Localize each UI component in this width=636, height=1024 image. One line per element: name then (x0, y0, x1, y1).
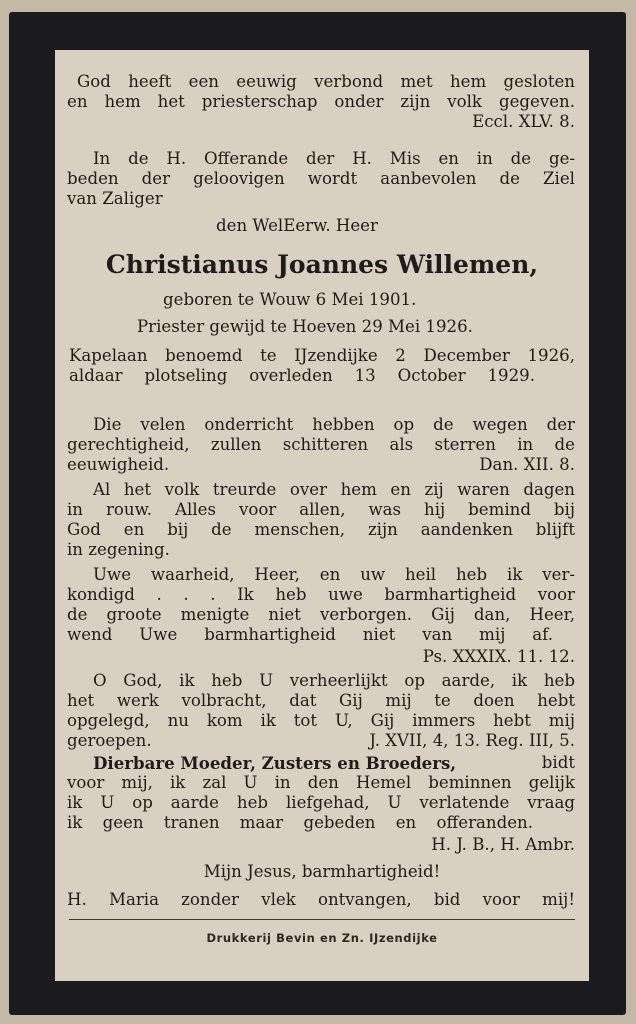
prayer-line: Mijn Jesus, barmhartigheid! (203, 862, 441, 881)
ordination-line: Priester gewijd te Hoeven 29 Mei 1926. (137, 317, 473, 336)
family-address: Dierbare Moeder, Zusters en Broeders, (93, 753, 457, 773)
text-line: O God, ik heb U verheerlijkt op aarde, ik heb (93, 671, 575, 690)
text-line: in zegening. (67, 540, 170, 559)
intro-line: In de H. Offerande der H. Mis en in de ge- (93, 149, 575, 168)
career-line: Kapelaan benoemd te IJzendijke 2 December 1926, (69, 346, 575, 365)
deceased-name: Christianus Joannes Willemen, (105, 250, 539, 279)
text-line: wend Uwe barmhartigheid niet van mij af. (67, 625, 553, 644)
scripture-reference: Dan. XII. 8. (479, 455, 575, 474)
verse1-reference: Eccl. XLV. 8. (472, 112, 575, 131)
text-fragment: eeuwigheid. (67, 455, 170, 474)
text-line: Al het volk treurde over hem en zij waren dagen (93, 480, 575, 499)
scripture-reference: J. XVII, 4, 13. Reg. III, 5. (369, 731, 575, 750)
scripture-reference: Ps. XXXIX. 11. 12. (422, 647, 575, 666)
text-line (67, 731, 575, 751)
text-line: kondigd . . . Ik heb uwe barmhartigheid voor (67, 585, 575, 604)
text-line: Die velen onderricht hebben op de wegen der (93, 415, 575, 434)
text-line (93, 753, 575, 773)
text-line (67, 455, 575, 475)
text-line: God en bij de menschen, zijn aandenken blijft (67, 520, 575, 539)
title-line: den WelEerw. Heer (216, 216, 378, 235)
verse1-line: en hem het priesterschap onder zijn volk gegeven. (67, 92, 575, 111)
birth-line: geboren te Wouw 6 Mei 1901. (163, 290, 417, 309)
text-line: opgelegd, nu kom ik tot U, Gij immers hebt mij (67, 711, 575, 730)
career-line: aldaar plotseling overleden 13 October 1929. (69, 366, 535, 385)
text-line: in rouw. Alles voor allen, was hij bemind bij (67, 500, 575, 519)
divider (69, 919, 575, 920)
text-line: ik geen tranen maar gebeden en offeranden. (67, 813, 533, 832)
printer-credit: Drukkerij Bevin en Zn. IJzendijke (206, 931, 438, 945)
text-fragment: geroepen. (67, 731, 152, 750)
text-fragment: bidt (541, 753, 575, 772)
intro-line: van Zaliger (67, 189, 163, 208)
text-line: het werk volbracht, dat Gij mij te doen hebt (67, 691, 575, 710)
text-line: voor mij, ik zal U in den Hemel beminnen gelijk (67, 773, 575, 792)
verse1-line: God heeft een eeuwig verbond met hem gesloten (77, 72, 575, 91)
prayer-line: H. Maria zonder vlek ontvangen, bid voor mij! (67, 890, 575, 909)
intro-line: beden der geloovigen wordt aanbevolen de Ziel (67, 169, 575, 188)
card-paper (55, 50, 589, 981)
text-line: gerechtigheid, zullen schitteren als sterren in de (67, 435, 575, 454)
text-line: Uwe waarheid, Heer, en uw heil heb ik ver- (93, 565, 575, 584)
signature: H. J. B., H. Ambr. (431, 835, 575, 854)
text-line: de groote menigte niet verborgen. Gij dan, Heer, (67, 605, 575, 624)
text-line: ik U op aarde heb liefgehad, U verlatende vraag (67, 793, 575, 812)
